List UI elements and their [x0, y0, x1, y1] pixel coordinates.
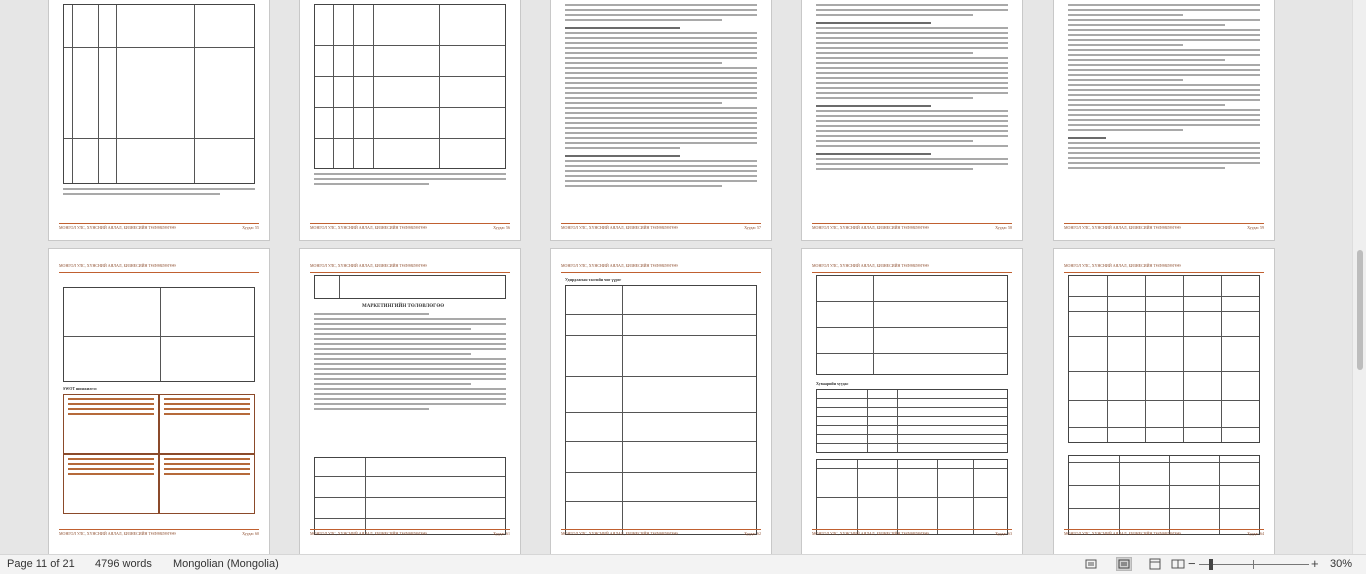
zoom-in-button[interactable]: +	[1311, 556, 1319, 571]
document-page[interactable]	[49, 249, 269, 554]
print-layout-icon[interactable]	[1147, 557, 1163, 571]
swot-threats-box	[159, 454, 255, 514]
page-footer: МОНГОЛ УЛС, ХҮНСНИЙ АЯЛАЛ, БИЗНЕСИЙН ТӨЛӨВЛӨГӨӨ Хуудас 59	[1064, 223, 1264, 234]
swot-strengths-box	[63, 394, 159, 454]
document-page[interactable]	[300, 249, 520, 554]
word-count-status[interactable]: 4796 words	[95, 558, 152, 570]
table-heading: Удирдлагын тасгийн чиг үүрэг	[565, 277, 622, 282]
page-footer: МОНГОЛ УЛС, ХҮНСНИЙ АЯЛАЛ, БИЗНЕСИЙН ТӨЛӨВЛӨГӨӨ Хуудас 55	[59, 223, 259, 234]
swot-heading: SWOT шинжилгээ	[63, 386, 97, 391]
page-header: МОНГОЛ УЛС, ХҮНСНИЙ АЯЛАЛ, БИЗНЕСИЙН ТӨЛӨВЛӨГӨӨ	[1064, 263, 1264, 273]
document-table	[314, 4, 506, 169]
page-footer: МОНГОЛ УЛС, ХҮНСНИЙ АЯЛАЛ, БИЗНЕСИЙН ТӨЛӨВЛӨГӨӨ Хуудас 61	[310, 529, 510, 540]
page-footer: МОНГОЛ УЛС, ХҮНСНИЙ АЯЛАЛ, БИЗНЕСИЙН ТӨЛӨВЛӨГӨӨ Хуудас 60	[59, 529, 259, 540]
page-header: МОНГОЛ УЛС, ХҮНСНИЙ АЯЛАЛ, БИЗНЕСИЙН ТӨЛӨВЛӨГӨӨ	[561, 263, 761, 273]
document-page[interactable]	[300, 0, 520, 240]
page-footer: МОНГОЛ УЛС, ХҮНСНИЙ АЯЛАЛ, БИЗНЕСИЙН ТӨЛӨВЛӨГӨӨ Хуудас 62	[561, 529, 761, 540]
zoom-slider[interactable]	[1199, 564, 1309, 565]
status-bar	[0, 554, 1366, 574]
document-page[interactable]	[802, 0, 1022, 240]
zoom-level[interactable]: 30%	[1330, 558, 1353, 570]
vertical-scrollbar[interactable]	[1352, 0, 1366, 554]
table-heading: Хуваарийн хуудас	[816, 381, 849, 386]
swot-weaknesses-box	[159, 394, 255, 454]
document-table	[63, 4, 255, 184]
web-layout-icon[interactable]	[1170, 557, 1186, 571]
document-table	[816, 389, 1008, 453]
document-table	[63, 287, 255, 382]
section-heading: МАРКЕТИНГИЙН ТӨЛӨВЛӨГӨӨ	[362, 304, 445, 309]
zoom-slider-thumb[interactable]	[1209, 559, 1213, 570]
language-status[interactable]: Mongolian (Mongolia)	[173, 558, 279, 570]
document-table	[565, 285, 757, 535]
page-header: МОНГОЛ УЛС, ХҮНСНИЙ АЯЛАЛ, БИЗНЕСИЙН ТӨЛӨВЛӨГӨӨ	[59, 263, 259, 273]
swot-opportunities-box	[63, 454, 159, 514]
page-header: МОНГОЛ УЛС, ХҮНСНИЙ АЯЛАЛ, БИЗНЕСИЙН ТӨЛӨВЛӨГӨӨ	[812, 263, 1012, 273]
document-table	[816, 275, 1008, 375]
document-table	[314, 457, 506, 535]
document-page[interactable]	[1054, 249, 1274, 554]
page-header: МОНГОЛ УЛС, ХҮНСНИЙ АЯЛАЛ, БИЗНЕСИЙН ТӨЛӨВЛӨГӨӨ	[310, 263, 510, 273]
focus-mode-icon[interactable]	[1083, 557, 1099, 571]
page-footer: МОНГОЛ УЛС, ХҮНСНИЙ АЯЛАЛ, БИЗНЕСИЙН ТӨЛӨВЛӨГӨӨ Хуудас 57	[561, 223, 761, 234]
page-footer: МОНГОЛ УЛС, ХҮНСНИЙ АЯЛАЛ, БИЗНЕСИЙН ТӨЛӨВЛӨГӨӨ Хуудас 63	[812, 529, 1012, 540]
document-page[interactable]	[802, 249, 1022, 554]
read-mode-icon[interactable]	[1116, 557, 1132, 571]
document-page[interactable]	[49, 0, 269, 240]
document-table	[314, 275, 506, 299]
zoom-out-button[interactable]: −	[1188, 556, 1196, 571]
page-count-status[interactable]: Page 11 of 21	[7, 558, 75, 570]
page-footer: МОНГОЛ УЛС, ХҮНСНИЙ АЯЛАЛ, БИЗНЕСИЙН ТӨЛӨВЛӨГӨӨ Хуудас 58	[812, 223, 1012, 234]
page-footer: МОНГОЛ УЛС, ХҮНСНИЙ АЯЛАЛ, БИЗНЕСИЙН ТӨЛӨВЛӨГӨӨ Хуудас 64	[1064, 529, 1264, 540]
zoom-slider-center-tick	[1253, 560, 1254, 569]
document-page[interactable]	[551, 249, 771, 554]
document-table	[1068, 275, 1260, 443]
page-footer: МОНГОЛ УЛС, ХҮНСНИЙ АЯЛАЛ, БИЗНЕСИЙН ТӨЛӨВЛӨГӨӨ Хуудас 56	[310, 223, 510, 234]
document-page[interactable]	[1054, 0, 1274, 240]
document-table	[816, 459, 1008, 535]
document-page[interactable]	[551, 0, 771, 240]
document-table	[1068, 455, 1260, 535]
scroll-thumb[interactable]	[1357, 250, 1363, 370]
